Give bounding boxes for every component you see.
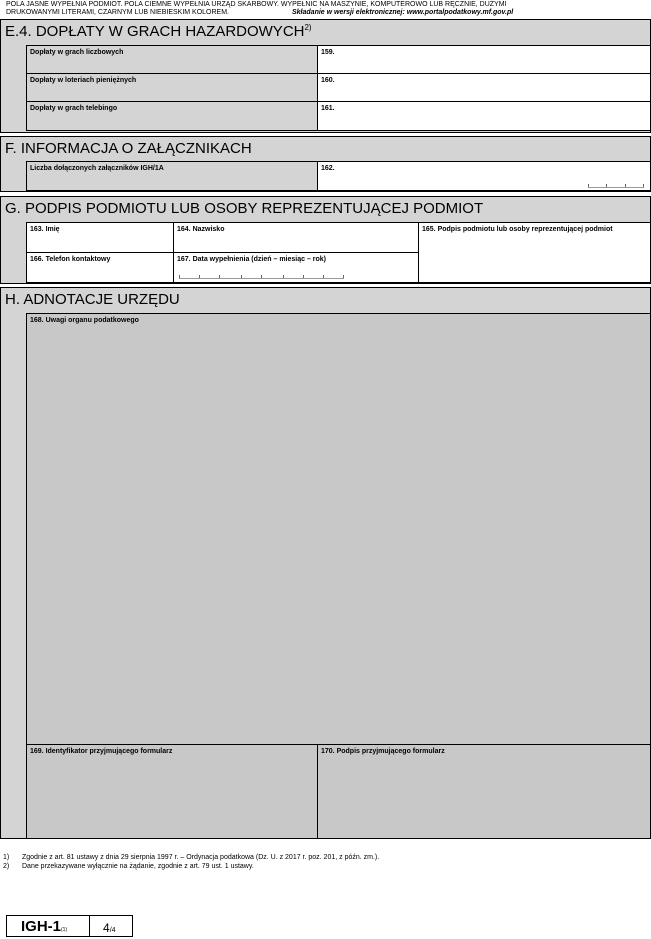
form-code (21, 918, 67, 936)
form-id-box (6, 915, 133, 937)
section-g-title: G. PODPIS PODMIOTU LUB OSOBY REPREZENTUJĄCEJ PODMIOT (5, 200, 484, 217)
label-cell-dopl-loterie (26, 73, 318, 102)
footnote-1-text: Zgodnie z art. 81 ustawy z dnia 29 sierpnia 1997 r. – Ordynacja podatkowa (Dz. U. z 2017 r. poz. 201, z późn. zm.). (22, 854, 380, 861)
field-159[interactable] (317, 45, 651, 74)
field-162[interactable] (317, 161, 651, 191)
field-170-podpis-przyjmujacego (317, 744, 651, 839)
field-159-label: 159. (321, 49, 335, 56)
digit-boxes-162 (588, 185, 644, 188)
field-165-label: 165. Podpis podmiotu lub osoby reprezentującej podmiot (422, 226, 613, 233)
field-167-data[interactable] (173, 252, 419, 283)
field-162-label: 162. (321, 165, 335, 172)
field-161-label: 161. (321, 105, 335, 112)
section-f-title: F. INFORMACJA O ZAŁĄCZNIKACH (5, 140, 252, 157)
label-cell-dopl-telebingo (26, 101, 318, 131)
label-cell-dopl-liczbowe (26, 45, 318, 74)
field-164-label: 164. Nazwisko (177, 226, 225, 233)
field-160[interactable] (317, 73, 651, 102)
header-electronic-note: Składanie w wersji elektronicznej: www.portalpodatkowy.mf.gov.pl (292, 9, 514, 16)
form-version: (1) (61, 927, 68, 933)
field-169-identyfikator (26, 744, 318, 839)
field-166-label: 166. Telefon kontaktowy (30, 256, 111, 263)
footnote-2-text: Dane przekazywane wyłącznie na żądanie, zgodnie z art. 79 ust. 1 ustawy. (22, 863, 254, 870)
field-168-label: 168. Uwagi organu podatkowego (30, 317, 139, 324)
section-h-title: H. ADNOTACJE URZĘDU (5, 291, 180, 308)
label-dopl-telebingo: Dopłaty w grach telebingo (30, 105, 118, 112)
header-instructions: POLA JASNE WYPEŁNIA PODMIOT. POLA CIEMNE WYPEŁNIA URZĄD SKARBOWY. WYPEŁNIĆ NA MASZYNIE, KOMPUTEROWO LUB RĘCZNIE, DUŻYMI (6, 1, 507, 8)
label-dopl-liczbowe: Dopłaty w grach liczbowych (30, 49, 124, 56)
field-169-label: 169. Identyfikator przyjmującego formularz (30, 748, 173, 755)
page-number (103, 919, 116, 937)
label-cell-zalaczniki (26, 161, 318, 191)
label-dopl-loterie: Dopłaty w loteriach pieniężnych (30, 77, 137, 84)
page-total: /4 (109, 927, 116, 934)
field-163-label: 163. Imię (30, 226, 60, 233)
date-boxes-167 (179, 276, 344, 279)
field-164-nazwisko[interactable] (173, 222, 419, 253)
page-current: 4 (103, 921, 110, 935)
footnote-1-num: 1) (3, 854, 10, 861)
field-168-uwagi (26, 313, 651, 745)
form-code-text: IGH-1 (21, 918, 62, 935)
field-160-label: 160. (321, 77, 335, 84)
field-163-imie[interactable] (26, 222, 174, 253)
field-166-telefon[interactable] (26, 252, 174, 283)
section-e4-title: E.4. DOPŁATY W GRACH HAZARDOWYCH$^{2)}$ (5, 23, 312, 40)
field-167-label: 167. Data wypełnienia (dzień – miesiąc – rok) (177, 256, 327, 263)
field-161[interactable] (317, 101, 651, 131)
footnote-ref-2: 2) (304, 23, 312, 32)
footnote-2-num: 2) (3, 863, 10, 870)
label-zalaczniki: Liczba dołączonych załączników IGH/1A (30, 165, 164, 172)
field-170-label: 170. Podpis przyjmującego formularz (321, 748, 445, 755)
header-instructions-line2: DRUKOWANYMI LITERAMI, CZARNYM LUB NIEBIESKIM KOLOREM. (6, 9, 229, 16)
form-id-divider (89, 916, 90, 936)
field-165-podpis[interactable] (418, 222, 651, 283)
